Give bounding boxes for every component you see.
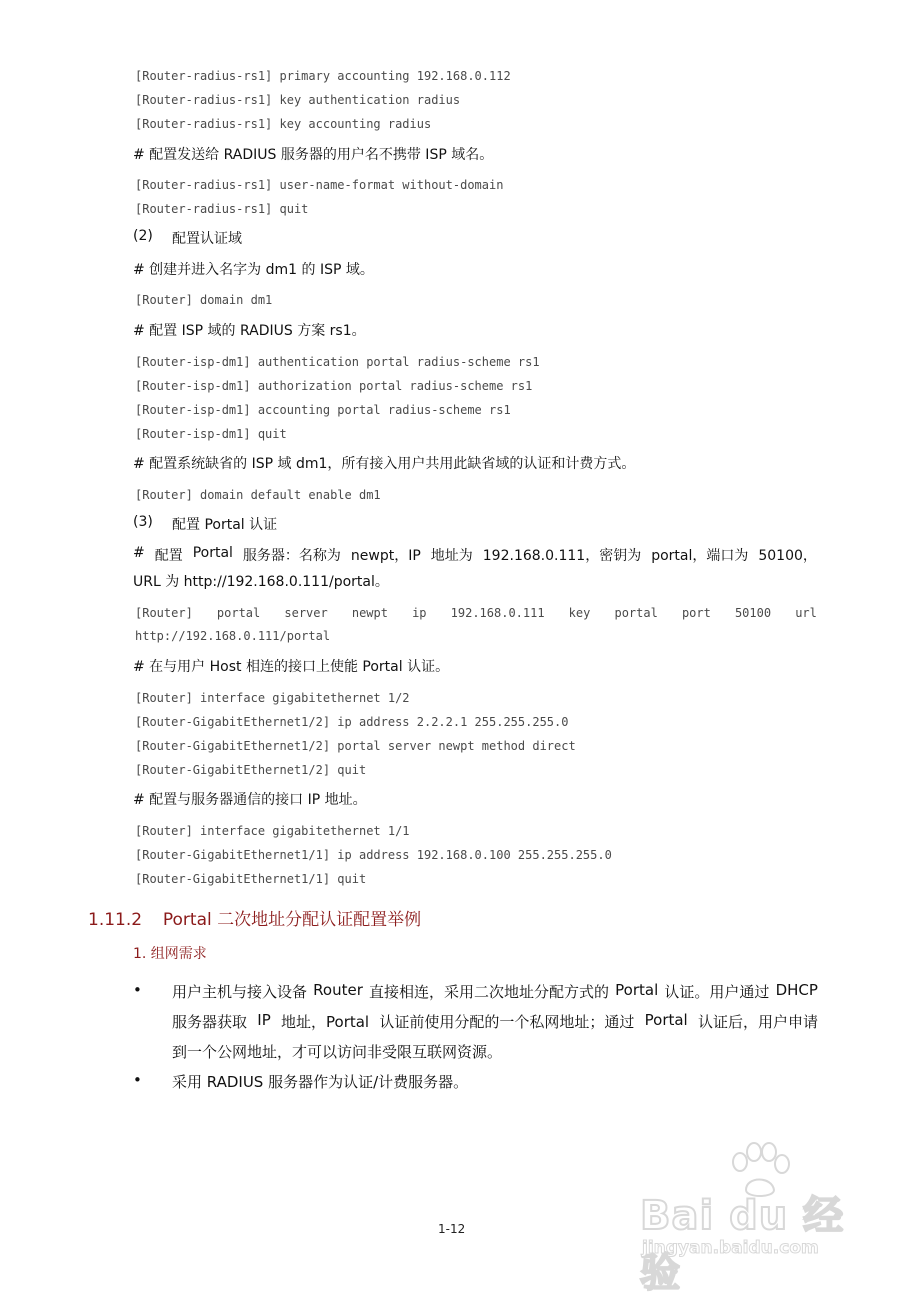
- note-default-domain: # 配置系统缺省的 ISP 域 dm1，所有接入用户共用此缺省域的认证和计费方式。: [133, 456, 636, 472]
- code-line: http://192.168.0.111/portal: [135, 629, 331, 643]
- code-line: [Router] interface gigabitethernet 1/1: [135, 824, 410, 838]
- section-title: Portal 二次地址分配认证配置举例: [162, 910, 422, 930]
- code-line: [Router-radius-rs1] key authentication radius: [135, 93, 461, 107]
- code-token: server: [284, 606, 328, 620]
- word: 地址，Portal: [281, 1013, 370, 1031]
- code-line: [Router] domain default enable dm1: [135, 488, 381, 502]
- code-token: newpt: [351, 606, 388, 620]
- note-username-format: # 配置发送给 RADIUS 服务器的用户名不携带 ISP 域名。: [133, 147, 494, 163]
- code-line: [Router-GigabitEthernet1/1] ip address 192.168.0.100 255.255.255.0: [135, 848, 612, 862]
- code-line: [Router-isp-dm1] authentication portal radius-scheme rs1: [135, 355, 540, 369]
- word: 认证前使用分配的一个私网地址；通过: [379, 1013, 635, 1031]
- code-portal-server-line1: [135, 606, 817, 620]
- code-line: [Router-isp-dm1] quit: [135, 427, 287, 441]
- step-number: (3): [133, 514, 153, 530]
- word: DHCP: [775, 981, 818, 999]
- word: Portal: [644, 1011, 688, 1029]
- code-line: [Router-isp-dm1] authorization portal radius-scheme rs1: [135, 379, 533, 393]
- code-token: port: [681, 606, 711, 620]
- word: Portal: [615, 981, 659, 999]
- word: 服务器：名称为: [242, 548, 341, 564]
- word: 认证后，用户申请: [697, 1013, 818, 1031]
- code-line: [Router-GigabitEthernet1/1] quit: [135, 872, 367, 886]
- baidu-jingyan-watermark: [640, 1140, 870, 1296]
- word: portal，端口为: [651, 548, 749, 564]
- section-heading: [88, 905, 421, 930]
- note-server-ip: # 配置与服务器通信的接口 IP 地址。: [133, 792, 367, 808]
- code-line: [Router-GigabitEthernet1/2] portal server newpt method direct: [135, 739, 576, 753]
- word: 服务器获取: [172, 1013, 248, 1031]
- word: newpt，IP: [350, 548, 421, 564]
- code-line: [Router-radius-rs1] user-name-format without-domain: [135, 178, 504, 192]
- word: #: [133, 545, 145, 561]
- word: 地址为: [430, 548, 473, 564]
- note-portal-server-line1: [133, 545, 817, 565]
- watermark-logo: Bai du 经验: [640, 1193, 845, 1296]
- page-number: 1-12: [438, 1222, 466, 1236]
- bullet-1-line2: [172, 1011, 818, 1032]
- code-line: [Router-isp-dm1] accounting portal radius-scheme rs1: [135, 403, 511, 417]
- code-token: portal: [614, 606, 658, 620]
- code-token: key: [568, 606, 591, 620]
- step-label: 配置认证域: [172, 231, 242, 247]
- code-token: [Router]: [135, 606, 193, 620]
- step-number: (2): [133, 228, 153, 244]
- word: 直接相连，采用二次地址分配方式的: [369, 983, 610, 1001]
- note-portal-server-line2: URL 为 http://192.168.0.111/portal。: [133, 574, 389, 590]
- code-token: 192.168.0.111: [450, 606, 545, 620]
- word: Portal: [192, 545, 233, 561]
- code-line: [Router-radius-rs1] key accounting radius: [135, 117, 432, 131]
- word: 配置: [154, 548, 183, 564]
- bullet-1-line3: 到一个公网地址，才可以访问非受限互联网资源。: [172, 1043, 503, 1061]
- bullet-1-line1: [172, 981, 818, 1002]
- watermark-url: jingyan.baidu.com: [642, 1238, 819, 1258]
- code-token: portal: [216, 606, 261, 620]
- note-enable-portal: # 在与用户 Host 相连的接口上使能 Portal 认证。: [133, 659, 450, 675]
- code-line: [Router-radius-rs1] primary accounting 192.168.0.112: [135, 69, 511, 83]
- word: 认证。用户通过: [664, 983, 770, 1001]
- code-line: [Router-radius-rs1] quit: [135, 202, 309, 216]
- code-line: [Router] interface gigabitethernet 1/2: [135, 691, 410, 705]
- code-token: 50100: [734, 606, 772, 620]
- note-create-domain: # 创建并进入名字为 dm1 的 ISP 域。: [133, 262, 374, 278]
- subsection-heading: 1. 组网需求: [133, 946, 207, 962]
- word: 用户主机与接入设备: [172, 983, 308, 1001]
- step-label: 配置 Portal 认证: [172, 517, 278, 533]
- code-line: [Router] domain dm1: [135, 293, 273, 307]
- word: IP: [257, 1011, 271, 1029]
- bullet-dot: •: [133, 1071, 142, 1089]
- bullet-dot: •: [133, 981, 142, 999]
- word: 192.168.0.111，密钥为: [482, 548, 642, 564]
- bullet-2-line1: 采用 RADIUS 服务器作为认证/计费服务器。: [172, 1073, 469, 1091]
- code-token: url: [795, 606, 817, 620]
- note-isp-radius: # 配置 ISP 域的 RADIUS 方案 rs1。: [133, 323, 366, 339]
- section-number: 1.11.2: [88, 910, 143, 930]
- code-token: ip: [412, 606, 427, 620]
- word: 50100，: [758, 548, 817, 564]
- code-line: [Router-GigabitEthernet1/2] quit: [135, 763, 367, 777]
- word: Router: [313, 981, 363, 999]
- code-line: [Router-GigabitEthernet1/2] ip address 2.2.2.1 255.255.255.0: [135, 715, 569, 729]
